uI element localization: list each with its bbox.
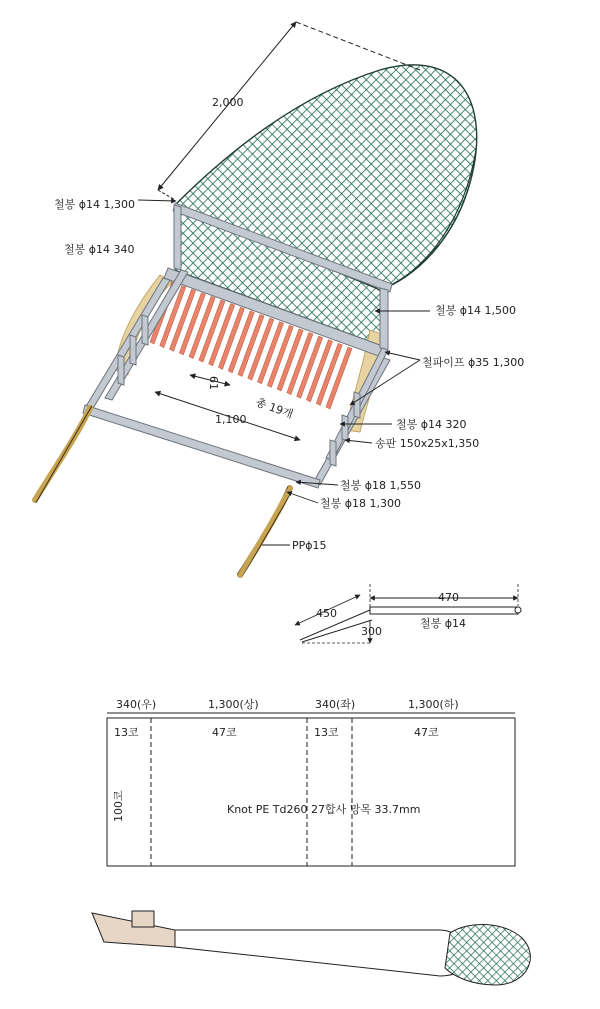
- table-header-2: 1,300(상): [208, 698, 259, 711]
- tine-spacing-label: 61: [207, 376, 220, 390]
- label-board: 송판 150x25x1,350: [375, 437, 480, 450]
- detail-bar-label: 철봉 ϕ14: [420, 617, 467, 630]
- table-count-3: 13코: [314, 726, 339, 739]
- label-bar-top: 철봉 ϕ14 1,300: [54, 198, 135, 211]
- table-count-2: 47코: [212, 726, 237, 739]
- table-header-4: 1,300(하): [408, 698, 459, 711]
- boat-towing-view: [92, 911, 530, 985]
- dim-width-label: 1,100: [215, 413, 247, 426]
- label-pipe: 철파이프 ϕ35 1,300: [422, 356, 525, 369]
- label-rope: PPϕ15: [292, 539, 327, 552]
- label-bar-long: 철봉 ϕ18 1,550: [340, 479, 421, 492]
- label-bar-bottom: 철봉 ϕ18 1,300: [320, 497, 401, 510]
- detail-dim-c: 300: [361, 625, 382, 638]
- detail-dim-b: 470: [438, 591, 459, 604]
- table-header-3: 340(좌): [315, 698, 356, 711]
- table-net-spec: Knot PE Td260 27합사 망목 33.7mm: [227, 803, 421, 816]
- label-bar-right: 철봉 ϕ14 1,500: [435, 304, 516, 317]
- table-count-4: 47코: [414, 726, 439, 739]
- tine-count-label: 총 19개: [253, 395, 295, 422]
- dim-length-label: 2,000: [212, 96, 244, 109]
- label-bar-side-upper: 철봉 ϕ14 340: [64, 243, 135, 256]
- table-side-count: 100코: [112, 790, 125, 822]
- label-bar-side-lower: 철봉 ϕ14 320: [396, 418, 467, 431]
- table-header-1: 340(우): [116, 698, 157, 711]
- table-count-1: 13코: [114, 726, 139, 739]
- detail-dim-a: 450: [316, 607, 337, 620]
- net-spec-table: [107, 713, 515, 866]
